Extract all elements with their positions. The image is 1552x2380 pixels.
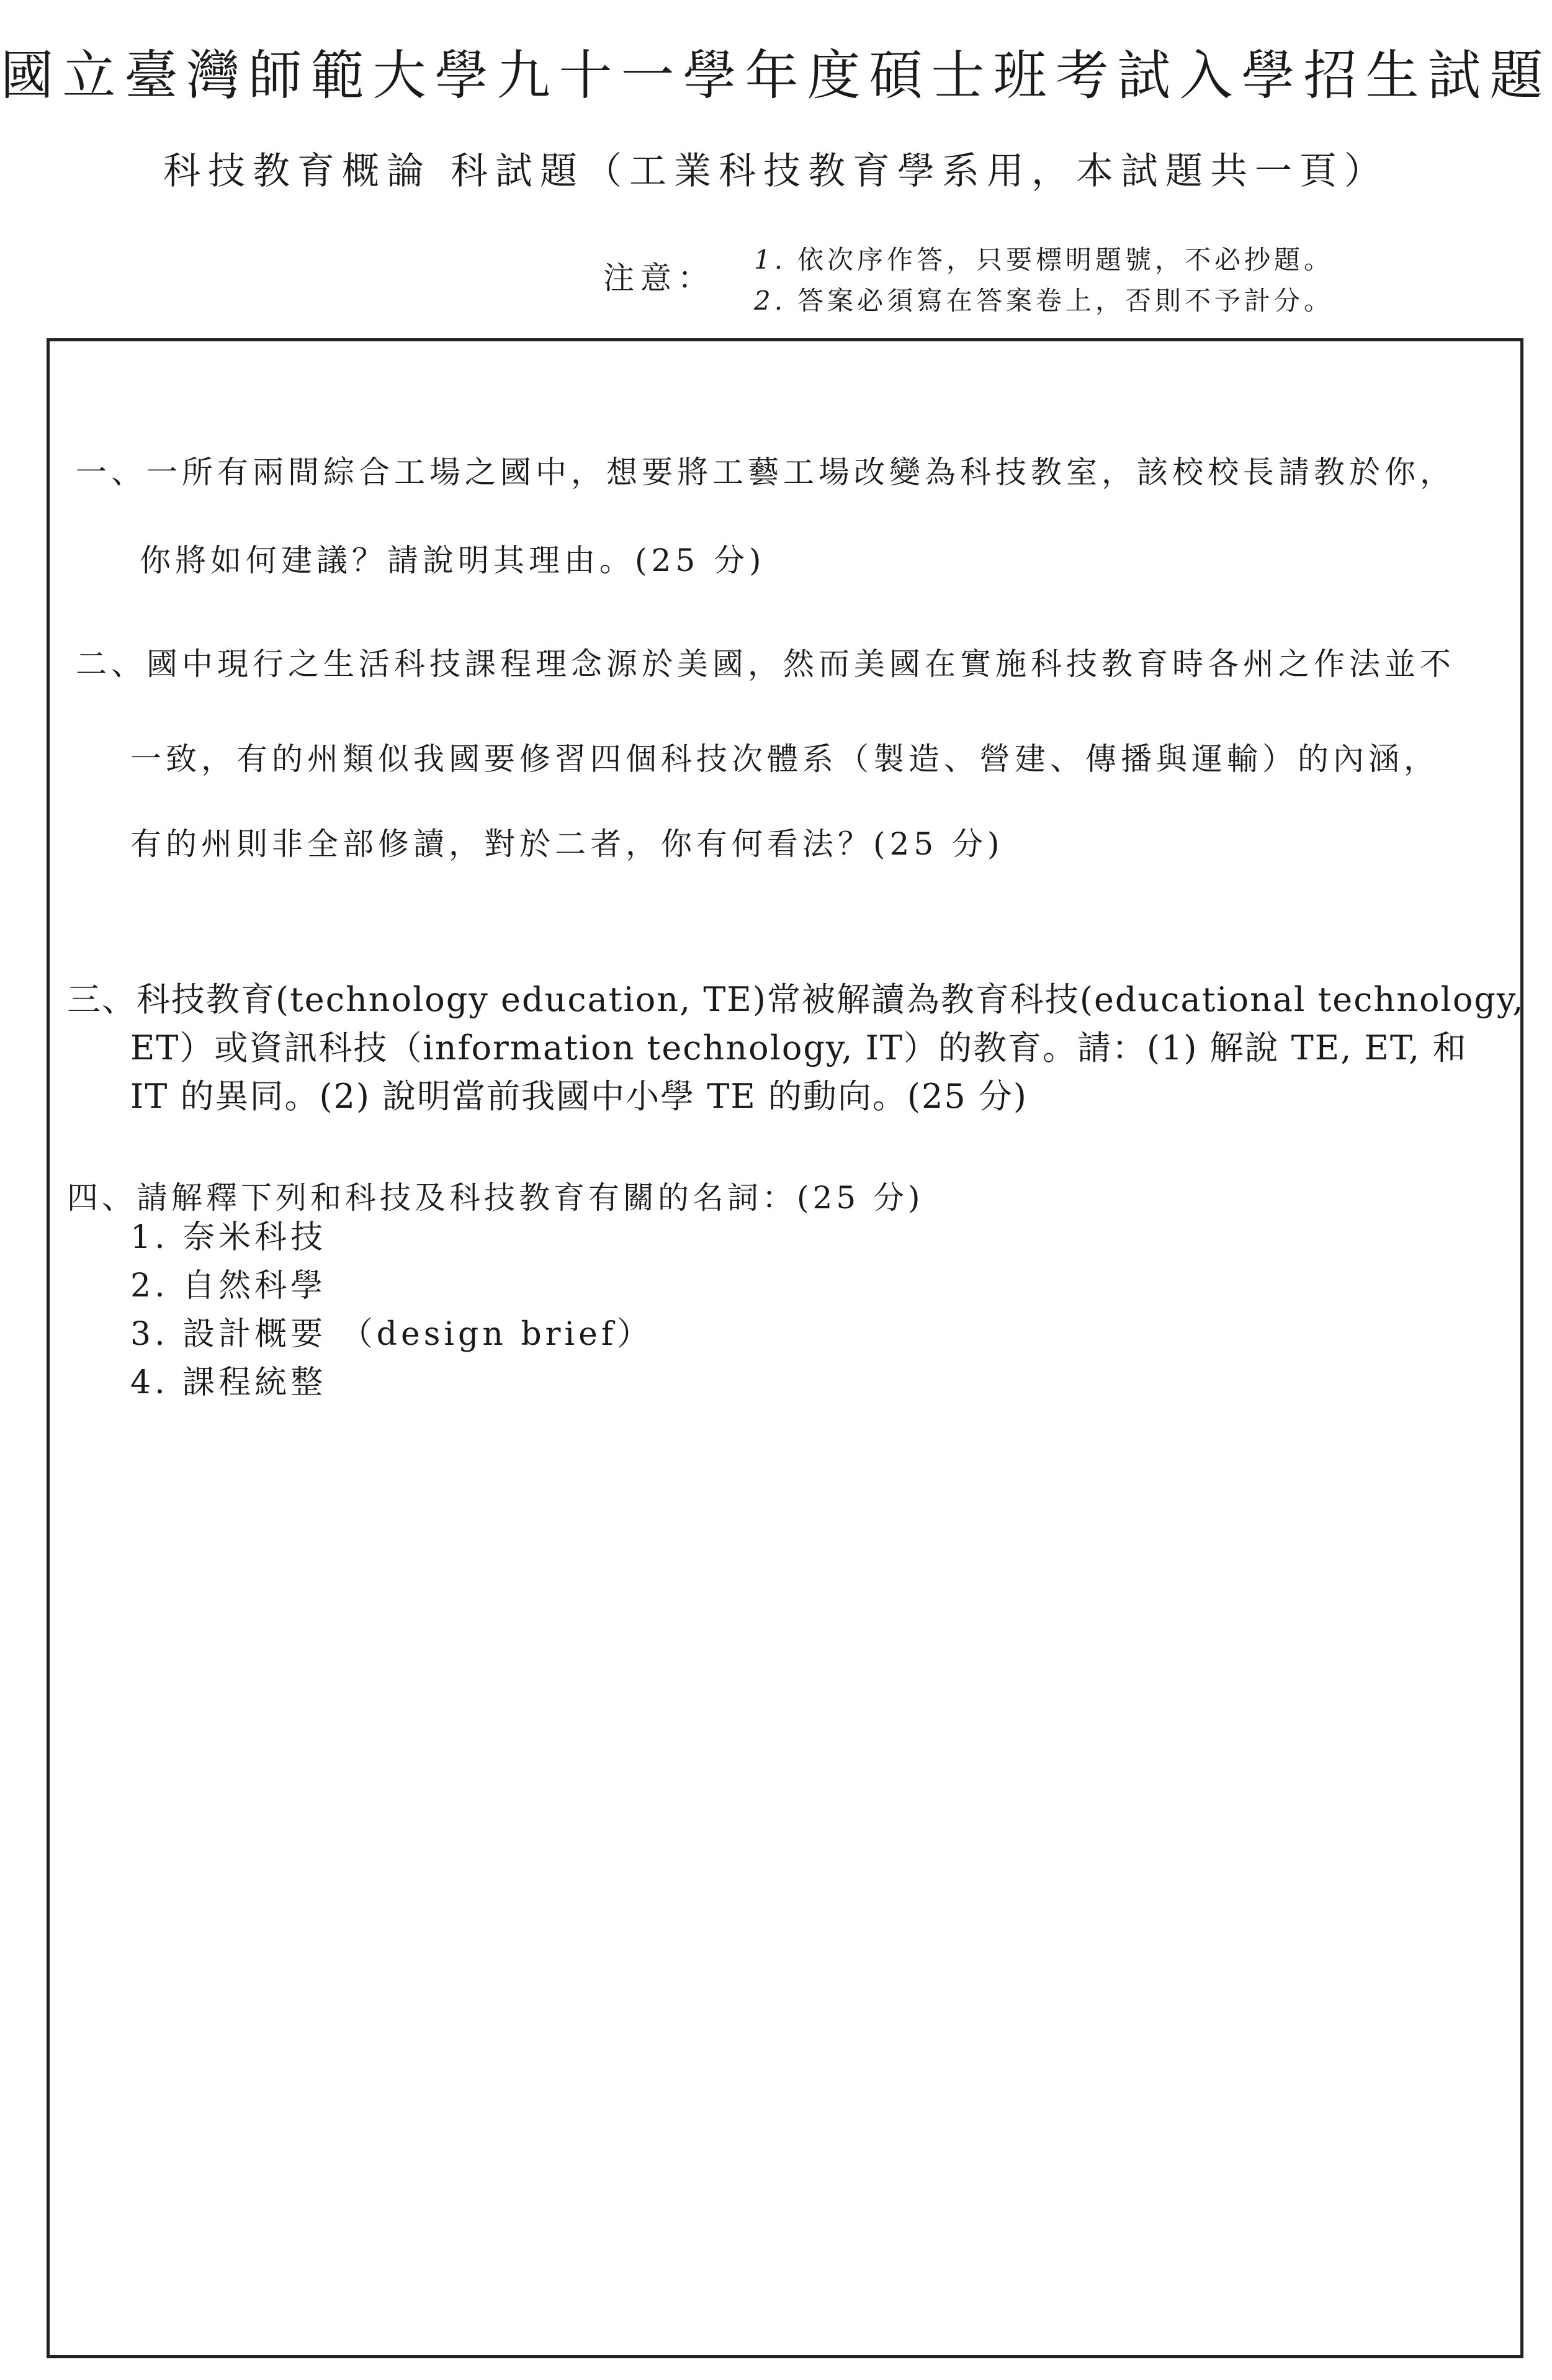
question-3-line-2: ET）或資訊科技（information technology, IT）的教育。請：(1) 解說 TE, ET, 和 [130,1028,1468,1067]
notice-item-text: 答案必須寫在答案卷上，否則不予計分。 [797,285,1334,316]
notice-item-text: 依次序作答，只要標明題號，不必抄題。 [797,245,1334,275]
term-item: 1. 奈米科技 [130,1219,327,1256]
notice-item [754,281,1334,321]
question-1-line-1: 一、一所有兩間綜合工場之國中，想要將工藝工場改變為科技教室，該校校長請教於你， [76,454,1455,490]
term-item: 2. 自然科學 [130,1267,327,1305]
exam-subtitle: 科技教育概論 科試題（工業科技教育學系用，本試題共一頁） [163,150,1389,193]
exam-title: 國立臺灣師範大學九十一學年度碩士班考試入學招生試題 [0,45,1552,107]
question-3 [67,976,1524,1121]
question-3-line-1: 三、科技教育(technology education, TE)常被解讀為教育科技(educational technology, [67,980,1525,1019]
question-2-line-3: 有的州則非全部修讀，對於二者，你有何看法？(25 分) [130,826,1004,862]
term-item: 4. 課程統整 [130,1364,327,1401]
question-3-line-3: IT 的異同。(2) 說明當前我國中小學 TE 的動向。(25 分) [130,1077,1028,1116]
notice-list [754,240,1334,321]
notice-item-number: 1. [754,245,787,275]
question-4-heading: 四、請解釋下列和科技及科技教育有關的名詞：(25 分) [67,1180,924,1216]
question-2-line-2: 一致，有的州類似我國要修習四個科技次體系（製造、營建、傳播與運輸）的內涵， [130,741,1439,777]
question-1-line-2: 你將如何建議？請說明其理由。(25 分) [140,542,766,578]
term-list [130,1213,653,1407]
notice-label: 注意： [603,260,715,296]
question-2-line-1: 二、國中現行之生活科技課程理念源於美國，然而美國在實施科技教育時各州之作法並不 [76,646,1455,682]
notice-item [754,240,1334,281]
term-item: 3. 設計概要 （design brief） [130,1316,653,1353]
notice-item-number: 2. [754,285,787,316]
